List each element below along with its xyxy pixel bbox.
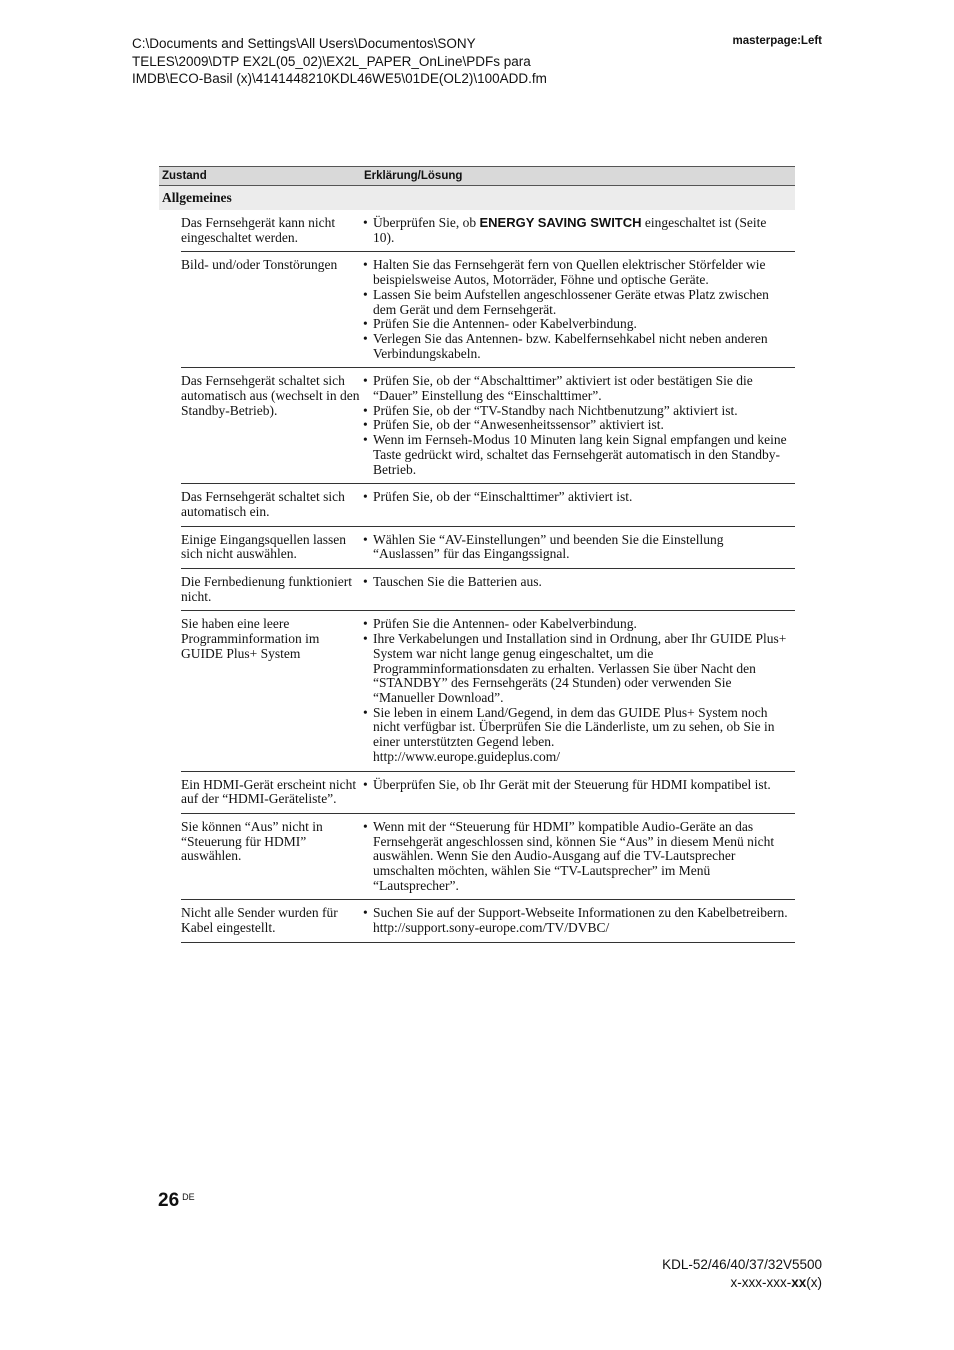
- file-path-line: C:\Documents and Settings\All Users\Documentos\SONY: [132, 36, 476, 51]
- solution-bullet: • Verlegen Sie das Antennen- bzw. Kabelfernsehkabel nicht neben anderen Verbindungskabeln.: [363, 332, 791, 361]
- model-number: KDL-52/46/40/37/32V5500: [662, 1257, 822, 1272]
- guideplus-link[interactable]: http://www.europe.guideplus.com/: [373, 748, 560, 764]
- condition-cell: Ein HDMI-Gerät erscheint nicht auf der “HDMI-Geräteliste”.: [181, 776, 357, 807]
- page-number: 26 $^{DE}$: [158, 1190, 195, 1211]
- troubleshooting-table: [159, 166, 795, 943]
- condition-cell: Die Fernbedienung funktioniert nicht.: [181, 574, 352, 604]
- solution-bullet: • Prüfen Sie die Antennen- oder Kabelverbindung.: [363, 317, 791, 332]
- column-header-condition: Zustand: [162, 170, 207, 182]
- solution-bullet: • Prüfen Sie, ob der “Einschalttimer” aktiviert ist.: [363, 490, 791, 505]
- solution-bullet: • Prüfen Sie, ob der “TV-Standby nach Nichtbenutzung” aktiviert ist.: [363, 404, 791, 419]
- solution-bullet: • Wenn im Fernseh-Modus 10 Minuten lang kein Signal empfangen und keine Taste gedrückt wird, schaltet das Fernsehgerät automatisch in den Standby-Betrieb.: [363, 433, 791, 477]
- column-header-solution: Erklärung/Lösung: [364, 170, 463, 182]
- file-path-line: TELES\2009\DTP EX2L(05_02)\EX2L_PAPER_OnLine\PDFs para: [132, 53, 531, 69]
- solution-bullet: • Halten Sie das Fernsehgerät fern von Quellen elektrischer Störfelder wie beispielsweise Autos, Motorräder, Föhne und optische Geräte.: [363, 258, 791, 287]
- page-language: DE: [182, 1192, 195, 1202]
- solution-cell: [363, 374, 795, 477]
- solution-bullet: • Ihre Verkabelungen und Installation sind in Ordnung, aber Ihr GUIDE Plus+ System war nicht lange genug eingeschaltet, um die Programminformationsdaten zu erhalten. Verlassen Sie über Nacht den “STANDBY” des Fernsehgeräts (24 Stunden) oder verwenden Sie “Manueller Download”.: [363, 632, 791, 706]
- table-row: [181, 252, 795, 368]
- solution-bullet: • Prüfen Sie die Antennen- oder Kabelverbindung.: [363, 617, 791, 632]
- condition-cell: Das Fernsehgerät kann nicht eingeschaltet werden.: [181, 215, 336, 245]
- table-row: [181, 772, 795, 814]
- table-row: [181, 900, 795, 942]
- condition-cell: Das Fernsehgerät schaltet sich automatisch ein.: [181, 489, 345, 519]
- table-header: [159, 166, 795, 186]
- solution-cell: [363, 617, 795, 764]
- model-info: [662, 1256, 822, 1292]
- file-path-line: IMDB\ECO-Basil (x)\4141448210KDL46WE5\01DE(OL2)\100ADD.fm: [132, 71, 547, 86]
- solution-bullet: • Überprüfen Sie, ob ENERGY SAVING SWITCH eingeschaltet ist (Seite 10).: [363, 216, 791, 245]
- masterpage-label: masterpage:Left: [732, 35, 822, 47]
- solution-bullet: • Prüfen Sie, ob der “Abschalttimer” aktiviert ist oder bestätigen Sie die “Dauer” Einstellung des “Einschalttimer”.: [363, 374, 791, 403]
- solution-bullet: • Tauschen Sie die Batterien aus.: [363, 575, 791, 590]
- solution-cell: [363, 533, 795, 562]
- product-code: x-xxx-xxx-xx(x): [730, 1275, 822, 1290]
- condition-cell: Einige Eingangsquellen lassen sich nicht auswählen.: [181, 531, 346, 562]
- condition-cell: Das Fernsehgerät schaltet sich automatisch aus (wechselt in den Standby-Betrieb).: [181, 373, 360, 418]
- solution-cell: [363, 906, 795, 935]
- table-row: [181, 484, 795, 526]
- solution-bullet: • Prüfen Sie, ob der “Anwesenheitssensor” aktiviert ist.: [363, 418, 791, 433]
- table-row: [181, 814, 795, 901]
- solution-bullet: • Lassen Sie beim Aufstellen angeschlossener Geräte etwas Platz zwischen dem Gerät und dem Fernsehgerät.: [363, 288, 791, 317]
- table-row: [181, 611, 795, 771]
- solution-cell: [363, 258, 795, 361]
- solution-cell: [363, 490, 795, 519]
- file-path: [132, 35, 692, 88]
- sony-support-link[interactable]: http://support.sony-europe.com/TV/DVBC/: [373, 920, 610, 936]
- solution-cell: [363, 820, 795, 894]
- condition-cell: Nicht alle Sender wurden für Kabel eingestellt.: [181, 905, 338, 936]
- solution-cell: [363, 778, 795, 807]
- solution-cell: [363, 216, 795, 245]
- table-row: [181, 210, 795, 252]
- table-row: [181, 368, 795, 484]
- solution-cell: [363, 575, 795, 604]
- solution-bullet: • Sie leben in einem Land/Gegend, in dem das GUIDE Plus+ System noch nicht verfügbar ist. Überprüfen Sie die Länderliste, um zu sehen, ob Sie in einer unterstützten Gegend leben. http://www.europe.guideplus.com/: [363, 706, 791, 765]
- section-heading: Allgemeines: [159, 186, 795, 210]
- solution-bullet: • Überprüfen Sie, ob Ihr Gerät mit der Steuerung für HDMI kompatibel ist.: [363, 778, 791, 793]
- condition-cell: Sie können “Aus” nicht in “Steuerung für HDMI” auswählen.: [181, 818, 323, 864]
- condition-cell: Sie haben eine leere Programminformation im GUIDE Plus+ System: [181, 616, 320, 661]
- solution-bullet: • Suchen Sie auf der Support-Webseite Informationen zu den Kabelbetreibern. http://support.sony-europe.com/TV/DVBC/: [363, 906, 791, 935]
- table-row: [181, 527, 795, 569]
- condition-cell: Bild- und/oder Tonstörungen: [181, 257, 338, 273]
- energy-saving-switch-label: ENERGY SAVING SWITCH: [479, 215, 642, 230]
- solution-bullet: • Wählen Sie “AV-Einstellungen” und beenden Sie die Einstellung “Auslassen” für das Eingangssignal.: [363, 533, 791, 562]
- table-row: [181, 569, 795, 611]
- solution-bullet: • Wenn mit der “Steuerung für HDMI” kompatible Audio-Geräte an das Fernsehgerät angeschlossen sind, können Sie “Aus” in diesem Menü nicht auswählen. Wenn Sie den Audio-Ausgang auf die TV-Lautsprecher umschalten möchten, wählen Sie “TV-Lautsprecher” im Menü “Lautsprecher”.: [363, 820, 791, 894]
